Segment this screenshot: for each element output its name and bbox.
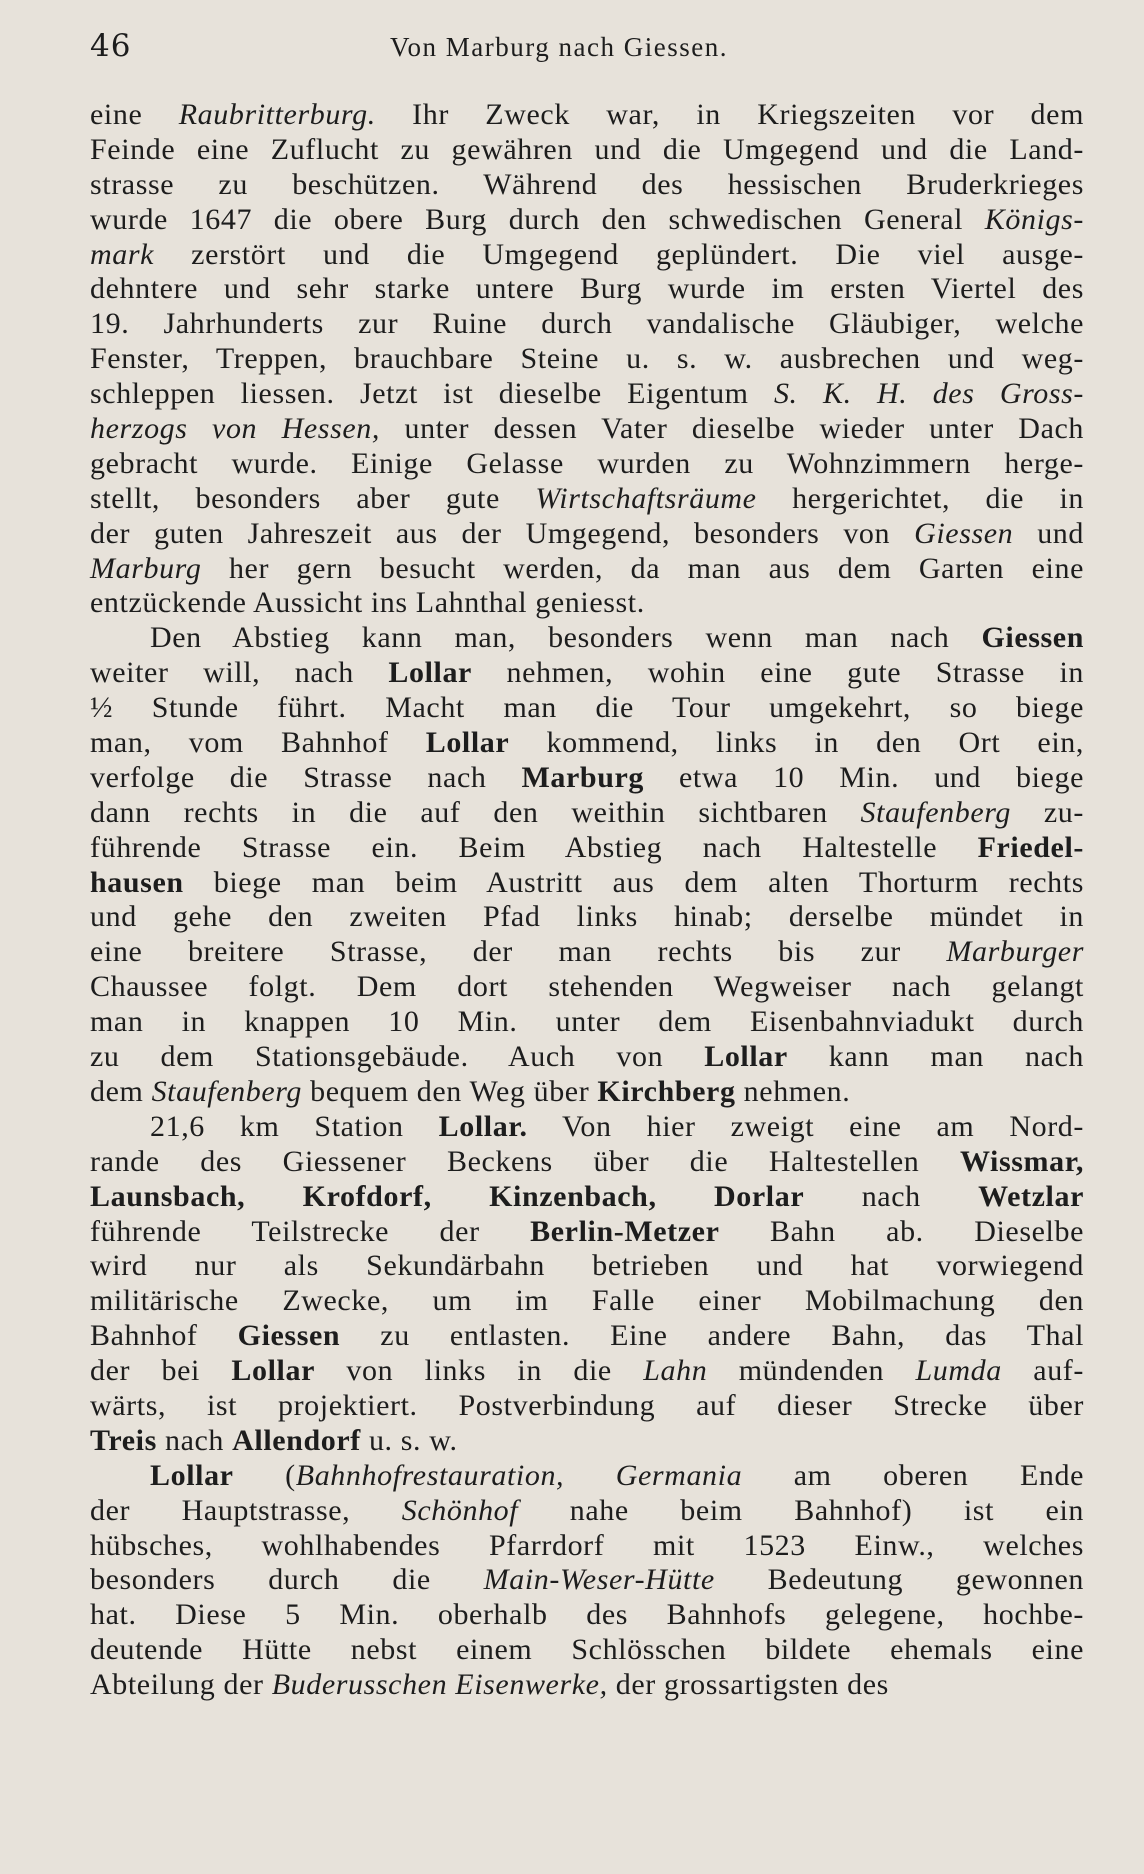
text-segment: ( <box>233 1458 296 1492</box>
italic-text: Staufenberg <box>151 1074 303 1108</box>
text-line <box>90 1180 1084 1215</box>
text-line <box>90 1110 1084 1145</box>
italic-text: Marburger <box>946 935 1084 969</box>
text-line <box>90 272 1084 307</box>
bold-text: Lollar <box>704 1040 788 1074</box>
bold-text: Lollar <box>150 1458 234 1492</box>
text-segment: zu- <box>1011 795 1084 829</box>
text-segment: strasse zu beschützen. Während des hessischen Bruderkrieges <box>90 167 1084 201</box>
italic-text: mark <box>90 237 155 271</box>
text-line <box>90 1494 1084 1529</box>
italic-text: Staufenberg <box>860 795 1012 829</box>
text-segment: u. s. w. <box>360 1423 458 1457</box>
text-segment: unter dessen Vater dieselbe wieder unter Dach <box>379 412 1085 446</box>
italic-text: Lumda <box>915 1354 1002 1388</box>
text-line <box>90 1668 1084 1703</box>
text-line <box>90 1389 1084 1424</box>
text-segment: Bahn ab. Dieselbe <box>719 1214 1084 1248</box>
italic-text: Königs- <box>984 202 1084 236</box>
text-line <box>90 1145 1084 1180</box>
text-segment: eine <box>90 98 179 131</box>
text-segment: Den Abstieg kann man, besonders wenn man nach <box>150 621 982 655</box>
text-segment: hergerichtet, die in <box>756 481 1084 515</box>
text-segment: dehntere und sehr starke untere Burg wurde im ersten Viertel des <box>90 272 1084 306</box>
italic-text: Wirtschaftsräume <box>535 481 757 515</box>
text-segment: stellt, besonders aber gute <box>90 481 536 515</box>
italic-text: Schönhof <box>401 1493 519 1527</box>
text-segment: führende Teilstrecke der <box>90 1214 531 1248</box>
text-line <box>90 203 1084 238</box>
text-line <box>90 586 1084 621</box>
running-title: Von Marburg nach Giessen. <box>390 32 728 62</box>
text-line <box>90 935 1084 970</box>
text-segment: zerstört und die Umgegend geplündert. Die viel ausge- <box>154 237 1084 271</box>
text-segment: Feinde eine Zuflucht zu gewähren und die Umgegend und die Land- <box>90 132 1084 166</box>
text-segment: her gern besucht werden, da man aus dem Garten eine <box>201 551 1084 585</box>
text-segment: nach <box>156 1423 233 1457</box>
text-segment: Ihr Zweck war, in Kriegszeiten vor dem <box>375 98 1084 131</box>
text-line <box>90 377 1084 412</box>
text-segment: deutende Hütte nebst einem Schlösschen bildete ehemals eine <box>90 1633 1084 1667</box>
text-line <box>90 482 1084 517</box>
text-segment: schleppen liessen. Jetzt ist dieselbe Eigentum <box>90 377 774 411</box>
bold-text: Lollar <box>425 726 510 760</box>
text-line <box>90 552 1084 587</box>
text-segment: Bedeutung gewonnen <box>714 1563 1084 1597</box>
text-line <box>90 970 1084 1005</box>
text-line <box>90 447 1084 482</box>
text-line <box>90 168 1084 203</box>
text-segment: der guten Jahreszeit aus der Umgegend, besonders von <box>90 516 915 550</box>
text-line <box>90 1319 1084 1354</box>
text-line <box>90 866 1084 901</box>
text-segment: dem <box>90 1074 152 1108</box>
text-segment: Chaussee folgt. Dem dort stehenden Wegweiser nach gelangt <box>90 970 1084 1004</box>
italic-text: Main-Weser-Hütte <box>483 1563 715 1597</box>
paragraph <box>90 98 1084 621</box>
text-line <box>90 517 1084 552</box>
text-segment: gebracht wurde. Einige Gelasse wurden zu Wohnzimmern herge- <box>90 446 1084 480</box>
paragraph <box>90 1110 1084 1459</box>
text-segment: dann rechts in die auf den weithin sichtbaren <box>90 795 861 829</box>
italic-text: Marburg <box>90 551 202 585</box>
text-segment: hat. Diese 5 Min. oberhalb des Bahnhofs gelegene, hochbe- <box>90 1598 1084 1632</box>
text-segment: kommend, links in den Ort ein, <box>509 726 1084 760</box>
bold-text: Launsbach, Krofdorf, Kinzenbach, Dorlar <box>90 1179 805 1213</box>
text-segment: Abteilung der <box>90 1668 272 1702</box>
text-segment: nahe beim Bahnhof) ist ein <box>518 1493 1084 1527</box>
text-line <box>90 1563 1084 1598</box>
italic-text: Raubritterburg. <box>178 98 376 131</box>
bold-text: Kirchberg <box>597 1074 736 1108</box>
paragraph <box>90 621 1084 1109</box>
text-segment: man, vom Bahnhof <box>90 726 426 760</box>
text-line <box>90 761 1084 796</box>
bold-text: Allendorf <box>232 1423 361 1457</box>
text-segment: nehmen, wohin eine gute Strasse in <box>471 656 1084 690</box>
text-segment: Fenster, Treppen, brauchbare Steine u. s. w. ausbrechen und weg- <box>90 342 1084 376</box>
text-segment: ½ Stunde führt. Macht man die Tour umgekehrt, so biege <box>90 691 1084 725</box>
text-line <box>90 1598 1084 1633</box>
italic-text: Bahnhofrestauration, Germania <box>295 1458 743 1492</box>
text-segment: wärts, ist projektiert. Postverbindung auf dieser Strecke über <box>90 1388 1084 1422</box>
text-segment: weiter will, nach <box>90 656 389 690</box>
italic-text: Giessen <box>914 516 1014 550</box>
text-line <box>90 412 1084 447</box>
text-line <box>90 691 1084 726</box>
bold-text: Wetzlar <box>978 1179 1084 1213</box>
paragraph <box>90 1459 1084 1703</box>
text-line <box>90 726 1084 761</box>
text-segment: rande des Giessener Beckens über die Haltestellen <box>90 1144 960 1178</box>
text-segment: militärische Zwecke, um im Falle einer Mobilmachung den <box>90 1284 1084 1318</box>
text-segment: wird nur als Sekundärbahn betrieben und hat vorwiegend <box>90 1249 1084 1283</box>
text-line <box>90 133 1084 168</box>
bold-text: Lollar <box>388 656 472 690</box>
text-segment: bequem den Weg über <box>302 1074 598 1108</box>
text-line <box>90 1284 1084 1319</box>
text-segment: 21,6 km Station <box>150 1109 439 1143</box>
text-line <box>90 1424 1084 1459</box>
text-segment: zu dem Stationsgebäude. Auch von <box>90 1040 705 1074</box>
bold-text: hausen <box>90 865 184 899</box>
text-line <box>90 621 1084 656</box>
text-segment: eine breitere Strasse, der man rechts bis zur <box>90 935 947 969</box>
text-segment: man in knappen 10 Min. unter dem Eisenbahnviadukt durch <box>90 1005 1084 1039</box>
text-segment: von links in die <box>315 1354 644 1388</box>
bold-text: Friedel- <box>977 830 1084 864</box>
text-segment: und <box>1013 516 1084 550</box>
text-segment: nach <box>804 1179 979 1213</box>
text-line <box>90 1529 1084 1564</box>
text-segment: mündenden <box>707 1354 916 1388</box>
text-segment: entzückende Aussicht ins Lahnthal geniesst. <box>90 586 645 620</box>
text-segment: hübsches, wohlhabendes Pfarrdorf mit 1523 Einw., welches <box>90 1528 1084 1562</box>
bold-text: Lollar <box>231 1354 315 1388</box>
text-line <box>90 1215 1084 1250</box>
text-line <box>90 1249 1084 1284</box>
bold-text: Treis <box>90 1423 157 1457</box>
text-segment: besonders durch die <box>90 1563 484 1597</box>
text-line <box>90 1633 1084 1668</box>
text-line <box>90 307 1084 342</box>
bold-text: Berlin-Metzer <box>530 1214 720 1248</box>
text-segment: führende Strasse ein. Beim Abstieg nach Haltestelle <box>90 830 978 864</box>
page-number: 46 <box>90 28 132 64</box>
text-segment: zu entlasten. Eine andere Bahn, das Thal <box>340 1319 1084 1353</box>
bold-text: Giessen <box>981 621 1084 655</box>
text-segment: der grossartigsten des <box>607 1668 889 1702</box>
text-segment: und gehe den zweiten Pfad links hinab; derselbe mündet in <box>90 900 1084 934</box>
italic-text: Lahn <box>643 1354 708 1388</box>
text-line <box>90 342 1084 377</box>
italic-text: herzogs von Hessen, <box>90 412 380 446</box>
text-segment: der Hauptstrasse, <box>90 1493 402 1527</box>
italic-text: S. K. H. des Gross- <box>773 377 1084 411</box>
text-segment: Von hier zweigt eine am Nord- <box>527 1109 1084 1143</box>
text-segment: etwa 10 Min. und biege <box>644 760 1084 794</box>
text-segment: 19. Jahrhunderts zur Ruine durch vandalische Gläubiger, welche <box>90 307 1084 341</box>
text-line <box>90 1040 1084 1075</box>
text-line <box>90 831 1084 866</box>
bold-text: Giessen <box>237 1319 341 1353</box>
text-line <box>90 98 1084 133</box>
text-line <box>90 900 1084 935</box>
bold-text: Marburg <box>521 760 644 794</box>
text-segment: verfolge die Strasse nach <box>90 760 522 794</box>
text-line <box>90 1459 1084 1494</box>
text-segment: Bahnhof <box>90 1319 238 1353</box>
text-segment: wurde 1647 die obere Burg durch den schwedischen General <box>90 202 985 236</box>
bold-text: Wissmar, <box>960 1144 1084 1178</box>
text-segment: am oberen Ende <box>742 1458 1084 1492</box>
page-header <box>90 28 1080 76</box>
text-segment: biege man beim Austritt aus dem alten Thorturm rechts <box>183 865 1084 899</box>
text-segment: kann man nach <box>787 1040 1084 1074</box>
text-segment: der bei <box>90 1354 232 1388</box>
text-line <box>90 1005 1084 1040</box>
text-segment: auf- <box>1001 1354 1084 1388</box>
text-segment: nehmen. <box>735 1074 851 1108</box>
text-line <box>90 238 1084 273</box>
italic-text: Buderusschen Eisenwerke, <box>271 1668 608 1702</box>
text-line <box>90 1354 1084 1389</box>
bold-text: Lollar. <box>438 1109 528 1143</box>
text-line <box>90 796 1084 831</box>
text-line <box>90 656 1084 691</box>
text-line <box>90 1075 1084 1110</box>
body-text <box>90 98 1084 1703</box>
